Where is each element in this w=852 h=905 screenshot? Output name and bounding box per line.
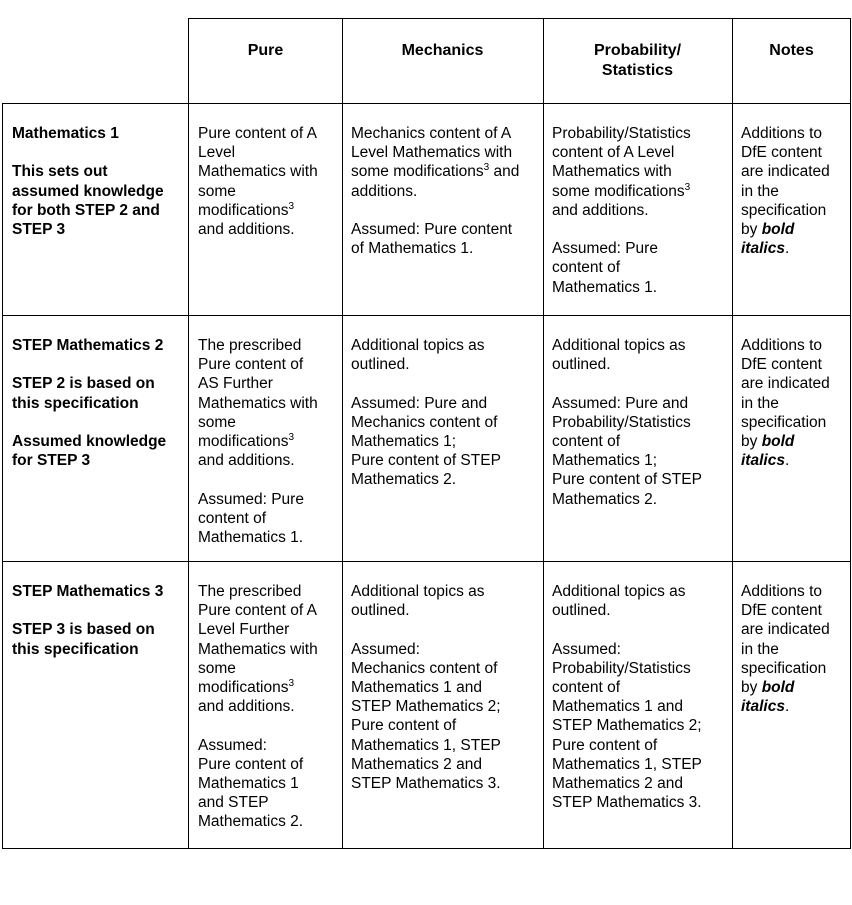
cell-line: Probability/Statistics bbox=[552, 659, 691, 677]
row3-probability-cell bbox=[552, 582, 702, 812]
cell-line: Assumed: Pure bbox=[198, 490, 304, 508]
cell-line: Pure content of bbox=[198, 356, 304, 374]
row2-label bbox=[12, 336, 166, 470]
cell-line: Pure content of bbox=[552, 736, 658, 754]
bold-text: bold bbox=[761, 433, 795, 451]
cell-line: and additions. bbox=[198, 221, 295, 239]
by-text: by bbox=[741, 433, 758, 451]
grid-line-col1 bbox=[188, 18, 189, 849]
row1-pure-cell bbox=[198, 124, 318, 239]
cell-line bbox=[552, 182, 691, 201]
modifications-text: modifications bbox=[198, 201, 289, 219]
cell-line: Probability/Statistics bbox=[552, 125, 691, 142]
cell-line bbox=[198, 678, 318, 697]
cell-line: Mathematics 1 bbox=[198, 775, 299, 793]
cell-line: STEP Mathematics 2; bbox=[552, 717, 702, 735]
cell-line: Mechanics content of A bbox=[351, 125, 512, 142]
cell-line: Additions to bbox=[741, 337, 822, 354]
header-pure: Pure bbox=[247, 42, 284, 59]
cell-line: DfE content bbox=[741, 356, 822, 374]
grid-line-row3-bottom bbox=[2, 848, 851, 849]
row1-label-line: STEP 3 bbox=[12, 221, 66, 238]
cell-line: Pure content of A bbox=[198, 125, 317, 142]
cell-line bbox=[741, 220, 830, 239]
cell-line: Assumed: bbox=[198, 736, 267, 754]
cell-line: outlined. bbox=[351, 602, 410, 620]
header-prob-line1: Probability/ bbox=[593, 42, 682, 59]
row2-pure-cell bbox=[198, 336, 318, 547]
cell-line: outlined. bbox=[552, 356, 611, 374]
cell-line: Pure content of A bbox=[198, 602, 317, 620]
cell-line: Additional topics as bbox=[552, 337, 686, 354]
cell-line: and additions. bbox=[198, 698, 295, 716]
footnote-ref: 3 bbox=[288, 431, 295, 443]
grid-line-col2 bbox=[342, 18, 343, 849]
row3-label bbox=[12, 582, 163, 659]
by-text: by bbox=[741, 679, 758, 697]
period: . bbox=[784, 698, 790, 716]
grid-line-row2-bottom bbox=[2, 561, 851, 562]
cell-line: Mathematics 2 and bbox=[552, 775, 683, 793]
cell-line: Assumed: bbox=[552, 640, 621, 658]
cell-line: of Mathematics 1. bbox=[351, 240, 474, 258]
header-mechanics: Mechanics bbox=[401, 42, 484, 59]
footnote-ref: 3 bbox=[288, 677, 295, 689]
cell-line: Mechanics content of bbox=[351, 659, 498, 677]
cell-line: DfE content bbox=[741, 602, 822, 620]
cell-line: Mathematics 1 and bbox=[351, 679, 482, 696]
row1-label bbox=[12, 124, 164, 239]
cell-line: Mathematics with bbox=[198, 163, 318, 181]
cell-line: Pure content of bbox=[198, 755, 304, 773]
cell-line: Mathematics with bbox=[198, 394, 318, 412]
cell-line: Level Further bbox=[198, 621, 290, 639]
cell-line: Mathematics 2. bbox=[198, 813, 304, 831]
cell-line: some bbox=[198, 659, 236, 677]
grid-line-header-bottom bbox=[2, 103, 851, 104]
cell-line: STEP Mathematics 3. bbox=[351, 775, 501, 793]
cell-line: Additional topics as bbox=[351, 337, 485, 354]
row2-probability-cell bbox=[552, 336, 702, 509]
row3-mechanics-cell bbox=[351, 582, 501, 793]
row2-label-title: STEP Mathematics 2 bbox=[12, 337, 164, 354]
row3-notes-cell bbox=[741, 582, 830, 716]
header-probability-statistics bbox=[543, 41, 732, 81]
footnote-ref: 3 bbox=[288, 200, 295, 212]
cell-line bbox=[741, 678, 830, 697]
cell-line: Mathematics 2. bbox=[552, 490, 658, 508]
cell-line: Additional topics as bbox=[552, 583, 686, 600]
row2-label-line: Assumed knowledge bbox=[12, 432, 167, 450]
cell-line: in the bbox=[741, 182, 779, 200]
cell-line: Mathematics 1; bbox=[351, 433, 457, 450]
cell-line: Pure content of STEP bbox=[552, 471, 702, 489]
cell-line: outlined. bbox=[351, 356, 410, 374]
cell-line: Additions to bbox=[741, 583, 822, 600]
row3-pure-cell bbox=[198, 582, 318, 832]
cell-line: specification bbox=[741, 413, 827, 431]
and-text: and bbox=[489, 163, 520, 181]
cell-line bbox=[198, 432, 318, 451]
header-prob-line2: Statistics bbox=[601, 62, 674, 79]
cell-line bbox=[351, 162, 519, 181]
cell-line: and additions. bbox=[552, 201, 649, 219]
cell-line: AS Further bbox=[198, 375, 273, 393]
cell-line: Mathematics 1. bbox=[552, 278, 658, 296]
period: . bbox=[784, 452, 790, 470]
cell-line: Mathematics 1; bbox=[552, 452, 658, 470]
row2-label-line: STEP 2 is based on bbox=[12, 375, 155, 393]
cell-line: and additions. bbox=[198, 452, 295, 470]
cell-line bbox=[741, 239, 830, 258]
row2-mechanics-cell bbox=[351, 336, 501, 490]
cell-line: content of A Level bbox=[552, 144, 675, 162]
by-text: by bbox=[741, 221, 758, 239]
cell-line: Mathematics with bbox=[552, 163, 672, 181]
cell-line: Pure content of bbox=[351, 717, 457, 735]
cell-line: Mechanics content of bbox=[351, 413, 498, 431]
cell-line: outlined. bbox=[552, 602, 611, 620]
cell-line: STEP Mathematics 2; bbox=[351, 698, 501, 716]
cell-line: are indicated bbox=[741, 163, 830, 181]
cell-line: some bbox=[198, 413, 236, 431]
cell-line: Mathematics 1. bbox=[198, 529, 304, 547]
footnote-ref: 3 bbox=[483, 162, 490, 174]
cell-line bbox=[741, 432, 830, 451]
bold-text: bold bbox=[761, 221, 795, 239]
cell-line: STEP Mathematics 3. bbox=[552, 794, 702, 812]
cell-line: Level Mathematics with bbox=[351, 144, 513, 162]
cell-line: Assumed: Pure bbox=[552, 240, 658, 258]
cell-line: Mathematics 2. bbox=[351, 471, 457, 489]
cell-line: and STEP bbox=[198, 794, 269, 812]
cell-line: are indicated bbox=[741, 621, 830, 639]
italics-text: italics bbox=[741, 240, 785, 258]
cell-line: Assumed: Pure and bbox=[351, 394, 488, 412]
cell-line: are indicated bbox=[741, 375, 830, 393]
footnote-ref: 3 bbox=[684, 181, 691, 193]
cell-line: Assumed: Pure content bbox=[351, 221, 513, 238]
cell-line: in the bbox=[741, 394, 779, 412]
cell-line: Probability/Statistics bbox=[552, 413, 691, 431]
italics-text: italics bbox=[741, 452, 785, 470]
row1-label-line: This sets out bbox=[12, 163, 108, 181]
grid-line-top bbox=[188, 18, 851, 19]
bold-text: bold bbox=[761, 679, 795, 697]
cell-line bbox=[741, 697, 830, 716]
row2-notes-cell bbox=[741, 336, 830, 470]
modifications-text: some modifications bbox=[351, 163, 484, 181]
header-notes: Notes bbox=[769, 42, 814, 59]
row1-label-title: Mathematics 1 bbox=[12, 125, 119, 142]
cell-line: Mathematics 1, STEP bbox=[552, 755, 702, 773]
cell-line: specification bbox=[741, 201, 827, 219]
cell-line: content of bbox=[552, 679, 621, 696]
cell-line: content of bbox=[198, 509, 267, 527]
modifications-text: modifications bbox=[198, 433, 289, 451]
cell-line bbox=[741, 451, 830, 470]
cell-line: Additional topics as bbox=[351, 583, 485, 600]
cell-line: content of bbox=[552, 259, 621, 277]
row1-notes-cell bbox=[741, 124, 830, 258]
cell-line: Assumed: bbox=[351, 640, 420, 658]
cell-line: Mathematics 2 and bbox=[351, 755, 482, 773]
row1-label-line: assumed knowledge bbox=[12, 182, 164, 200]
cell-line: Mathematics 1 and bbox=[552, 698, 683, 716]
cell-line: specification bbox=[741, 659, 827, 677]
cell-line: in the bbox=[741, 640, 779, 658]
row3-label-line: this specification bbox=[12, 640, 139, 658]
modifications-text: modifications bbox=[198, 679, 289, 697]
grid-line-left bbox=[2, 103, 3, 849]
grid-line-col4 bbox=[732, 18, 733, 849]
cell-line bbox=[198, 201, 318, 220]
cell-line: The prescribed bbox=[198, 583, 302, 600]
cell-line: Mathematics with bbox=[198, 640, 318, 658]
cell-line: content of bbox=[552, 433, 621, 450]
row1-label-line: for both STEP 2 and bbox=[12, 201, 160, 219]
cell-line: additions. bbox=[351, 182, 418, 200]
cell-line: Assumed: Pure and bbox=[552, 394, 689, 412]
modifications-text: some modifications bbox=[552, 182, 685, 200]
row1-mechanics-cell bbox=[351, 124, 519, 258]
grid-line-row1-bottom bbox=[2, 315, 851, 316]
cell-line: The prescribed bbox=[198, 337, 302, 354]
row2-label-line: this specification bbox=[12, 394, 139, 412]
grid-line-right bbox=[850, 18, 851, 849]
row2-label-line: for STEP 3 bbox=[12, 452, 91, 470]
cell-line: Level bbox=[198, 144, 236, 162]
period: . bbox=[784, 240, 790, 258]
cell-line: some bbox=[198, 182, 236, 200]
row1-probability-cell bbox=[552, 124, 691, 297]
grid-line-col3 bbox=[543, 18, 544, 849]
cell-line: DfE content bbox=[741, 144, 822, 162]
row3-label-line: STEP 3 is based on bbox=[12, 621, 155, 639]
cell-line: Mathematics 1, STEP bbox=[351, 736, 501, 754]
cell-line: Additions to bbox=[741, 125, 822, 142]
cell-line: Pure content of STEP bbox=[351, 452, 501, 470]
row3-label-title: STEP Mathematics 3 bbox=[12, 583, 164, 600]
italics-text: italics bbox=[741, 698, 785, 716]
